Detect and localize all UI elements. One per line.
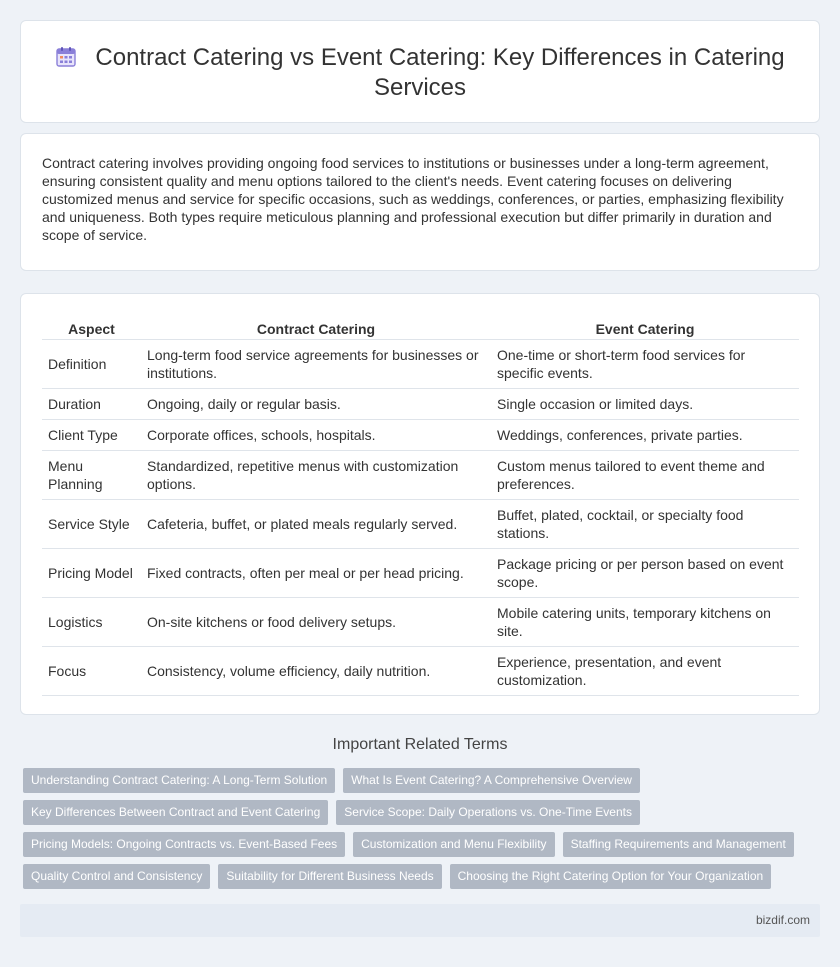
table-row [42, 419, 799, 450]
cell-aspect: Logistics [42, 597, 141, 646]
footer-site-link[interactable]: bizdif.com [755, 913, 810, 927]
cell-aspect: Pricing Model [42, 548, 141, 597]
cell-event: Experience, presentation, and event customization. [491, 646, 799, 695]
table-row [42, 339, 799, 388]
comparison-card [20, 293, 820, 715]
related-term-tag[interactable]: What Is Event Catering? A Comprehensive Overview [343, 768, 640, 793]
table-header-row [42, 314, 799, 339]
cell-event: One-time or short-term food services for specific events. [491, 339, 799, 388]
related-term-tag[interactable]: Suitability for Different Business Needs [218, 864, 441, 889]
calendar-icon [55, 46, 77, 68]
cell-aspect: Menu Planning [42, 450, 141, 499]
intro-card [20, 133, 820, 271]
cell-aspect: Definition [42, 339, 141, 388]
related-term-tag[interactable]: Choosing the Right Catering Option for Your Organization [450, 864, 772, 889]
cell-event: Custom menus tailored to event theme and preferences. [491, 450, 799, 499]
table-row [42, 548, 799, 597]
header-event-catering: Event Catering [491, 314, 799, 339]
table-row [42, 388, 799, 419]
cell-event: Single occasion or limited days. [491, 388, 799, 419]
tag-row [23, 864, 813, 890]
header-contract-catering: Contract Catering [141, 314, 491, 339]
cell-aspect: Focus [42, 646, 141, 695]
cell-aspect: Duration [42, 388, 141, 419]
intro-paragraph: Contract catering involves providing ongoing food services to institutions or businesses under a long-term agreement, ensuring consistent quality and menu options tailored to the client's needs. Event catering focuses on delivering customized menus and service for specific occasions, such as weddings, conferences, or parties, emphasizing flexibility and uniqueness. Both types require meticulous planning and professional execution but differ primarily in duration and scope of service. [42, 155, 784, 243]
related-term-tag[interactable]: Quality Control and Consistency [23, 864, 210, 889]
cell-contract: Long-term food service agreements for businesses or institutions. [141, 339, 491, 388]
related-term-tag[interactable]: Staffing Requirements and Management [563, 832, 794, 857]
footer [20, 904, 820, 937]
page-title-row [21, 43, 819, 103]
comparison-table [42, 314, 799, 696]
related-terms-title: Important Related Terms [332, 736, 508, 753]
table-row [42, 646, 799, 695]
tag-row [23, 768, 813, 794]
tag-row [23, 832, 813, 858]
header-aspect: Aspect [42, 314, 141, 339]
cell-contract: Cafeteria, buffet, or plated meals regularly served. [141, 499, 491, 548]
related-term-tag[interactable]: Customization and Menu Flexibility [353, 832, 554, 857]
cell-event: Package pricing or per person based on event scope. [491, 548, 799, 597]
cell-contract: On-site kitchens or food delivery setups. [141, 597, 491, 646]
cell-event: Weddings, conferences, private parties. [491, 419, 799, 450]
table-row [42, 499, 799, 548]
related-term-tag[interactable]: Service Scope: Daily Operations vs. One-Time Events [336, 800, 640, 825]
cell-event: Buffet, plated, cocktail, or specialty food stations. [491, 499, 799, 548]
related-term-tag[interactable]: Understanding Contract Catering: A Long-Term Solution [23, 768, 335, 793]
cell-contract: Ongoing, daily or regular basis. [141, 388, 491, 419]
page-title: Contract Catering vs Event Catering: Key Differences in Catering Services [95, 44, 785, 101]
related-term-tag[interactable]: Pricing Models: Ongoing Contracts vs. Event-Based Fees [23, 832, 345, 857]
related-term-tag[interactable]: Key Differences Between Contract and Event Catering [23, 800, 328, 825]
related-terms-list [23, 768, 813, 896]
tag-row [23, 800, 813, 826]
cell-event: Mobile catering units, temporary kitchens on site. [491, 597, 799, 646]
header-card [20, 20, 820, 123]
cell-contract: Corporate offices, schools, hospitals. [141, 419, 491, 450]
cell-aspect: Service Style [42, 499, 141, 548]
cell-aspect: Client Type [42, 419, 141, 450]
cell-contract: Consistency, volume efficiency, daily nutrition. [141, 646, 491, 695]
table-row [42, 450, 799, 499]
cell-contract: Fixed contracts, often per meal or per head pricing. [141, 548, 491, 597]
cell-contract: Standardized, repetitive menus with customization options. [141, 450, 491, 499]
table-row [42, 597, 799, 646]
